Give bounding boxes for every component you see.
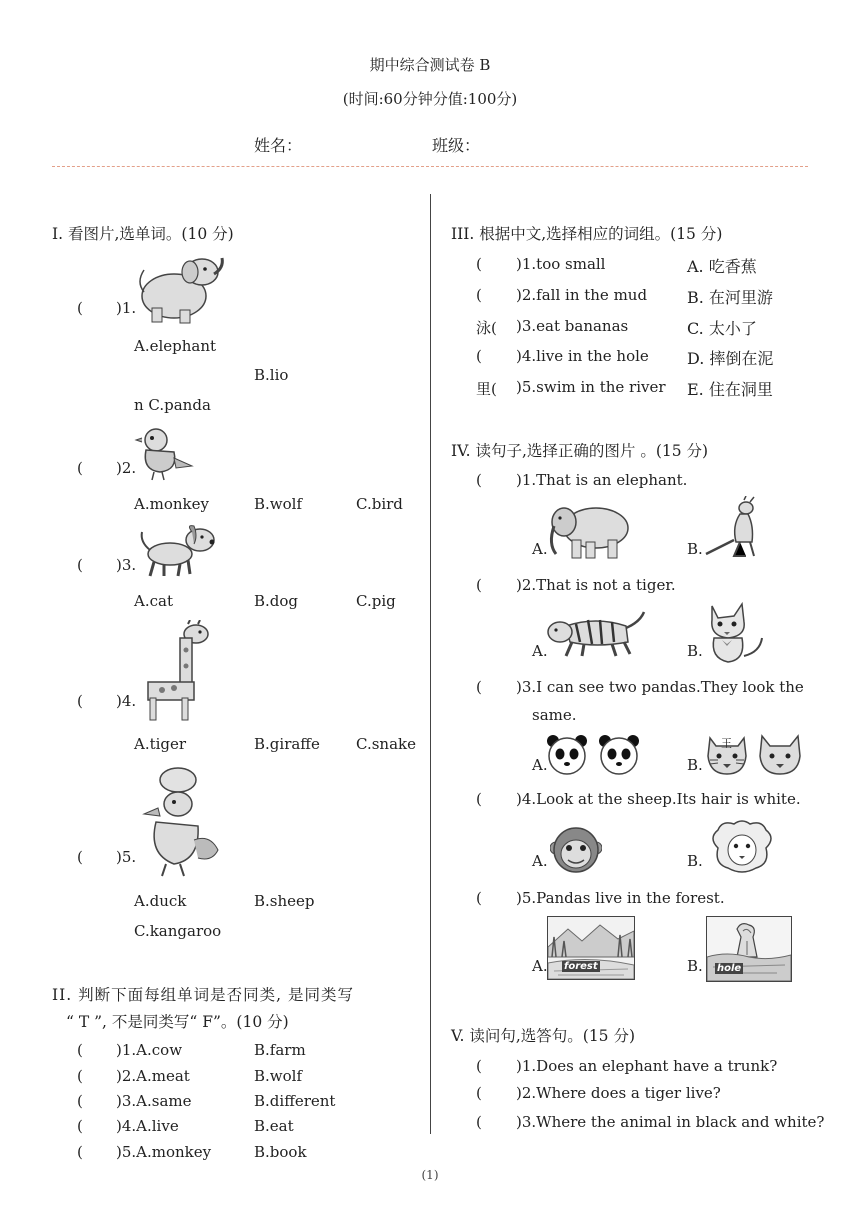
answer-paren: ( [77, 556, 83, 574]
monkey-face-icon [550, 824, 602, 876]
word-a: )3.A.same [116, 1092, 192, 1110]
section-4-heading: IV. 读句子,选择正确的图片 。(15 分) [451, 442, 709, 460]
answer-paren: ( [77, 1067, 83, 1085]
option-a: A.cat [134, 592, 173, 610]
hole-caption: hole [717, 963, 742, 974]
option-c: C.bird [356, 495, 403, 513]
answer-paren: ( [476, 1084, 482, 1102]
option-a-label: A. [532, 642, 548, 660]
tiger-icon [546, 608, 646, 660]
header-divider [52, 166, 808, 167]
answer-paren: ( [476, 1113, 482, 1131]
answer-paren: ( [476, 471, 482, 489]
answer-paren: ( [476, 347, 482, 365]
option-b-label: B. [687, 957, 703, 975]
question-number: )4. [116, 692, 137, 710]
question-number: )2. [116, 459, 137, 477]
tiger-mark: 王 [721, 737, 732, 750]
option-b: B.wolf [254, 495, 303, 513]
section-2-heading: II. 判断下面每组单词是否同类, 是同类写 [52, 986, 354, 1004]
answer-paren: 里( [476, 380, 497, 398]
answer-paren: ( [77, 459, 83, 477]
elephant-icon [546, 500, 634, 562]
option-a-label: A. [532, 852, 548, 870]
answer-paren: ( [77, 692, 83, 710]
question-number: )1. [116, 299, 137, 317]
sentence: )3.I can see two pandas.They look the [516, 678, 804, 696]
column-divider [430, 194, 431, 1134]
page-title: 期中综合测试卷 B [369, 56, 491, 74]
answer-paren: ( [476, 889, 482, 907]
page-number: (1) [421, 1168, 439, 1182]
word-b: B.farm [254, 1041, 306, 1059]
answer-paren: ( [77, 848, 83, 866]
option-a-label: A. [532, 957, 548, 975]
answer-paren: ( [77, 299, 83, 317]
cat-icon [704, 600, 766, 666]
option-c: C.pig [356, 592, 396, 610]
answer-paren: ( [77, 1092, 83, 1110]
forest-picture [547, 916, 635, 980]
kangaroo-icon [704, 496, 764, 560]
word-a: )2.A.meat [116, 1067, 190, 1085]
answer-paren: 泳( [476, 319, 497, 337]
phrase: )3.eat bananas [516, 317, 629, 335]
chinese-option: A. 吃香蕉 [687, 257, 757, 276]
answer-paren: ( [77, 1041, 83, 1059]
option-b-label: B. [687, 756, 703, 774]
cat-face-icon [758, 732, 802, 778]
page-subtitle: (时间:60分钟分值:100分) [342, 90, 518, 108]
section-3-heading: III. 根据中文,选择相应的词组。(15 分) [451, 225, 723, 243]
answer-paren: ( [476, 790, 482, 808]
option-b: B.sheep [254, 892, 315, 910]
option-a: A.tiger [134, 735, 187, 753]
option-c: n C.panda [134, 396, 211, 414]
word-b: B.eat [254, 1117, 294, 1135]
sentence: )2.That is not a tiger. [516, 576, 676, 594]
answer-paren: ( [476, 286, 482, 304]
class-label: 班级： [432, 136, 481, 155]
option-b-label: B. [687, 852, 703, 870]
sheep-face-icon [704, 818, 780, 876]
option-c: C.snake [356, 735, 416, 753]
phrase: )5.swim in the river [516, 378, 666, 396]
word-b: B.book [254, 1143, 307, 1161]
chinese-option: B. 在河里游 [687, 288, 773, 307]
answer-paren: ( [77, 1117, 83, 1135]
sentence-cont: same. [532, 706, 577, 724]
answer-paren: ( [476, 1057, 482, 1075]
option-b-label: B. [687, 540, 703, 558]
giraffe-icon [138, 620, 218, 724]
word-b: B.wolf [254, 1067, 303, 1085]
word-b: B.different [254, 1092, 336, 1110]
question-number: )5. [116, 848, 137, 866]
answer-paren: ( [476, 255, 482, 273]
sentence: )4.Look at the sheep.Its hair is white. [516, 790, 801, 808]
word-a: )5.A.monkey [116, 1143, 212, 1161]
chinese-option: D. 摔倒在泥 [687, 349, 774, 368]
question-text: )1.Does an elephant have a trunk? [516, 1057, 778, 1075]
option-c: C.kangaroo [134, 922, 222, 940]
option-a-label: A. [532, 756, 548, 774]
answer-paren: ( [77, 1143, 83, 1161]
question-number: )3. [116, 556, 137, 574]
phrase: )1.too small [516, 255, 606, 273]
option-b: B.giraffe [254, 735, 320, 753]
section-5-heading: V. 读问句,选答句。(15 分) [451, 1027, 636, 1045]
chinese-option: C. 太小了 [687, 319, 757, 338]
panda-icon [598, 734, 640, 776]
name-label: 姓名： [254, 136, 303, 155]
question-text: )2.Where does a tiger live? [516, 1084, 721, 1102]
word-a: )4.A.live [116, 1117, 179, 1135]
option-a: A.monkey [134, 495, 209, 513]
forest-caption: forest [564, 961, 598, 972]
answer-paren: ( [476, 576, 482, 594]
panda-icon [546, 734, 588, 776]
chinese-option: E. 住在洞里 [687, 380, 773, 399]
section-2-heading-cont: “ T ”, 不是同类写“ F”。(10 分) [66, 1013, 289, 1031]
dog-icon [136, 522, 220, 578]
phrase: )4.live in the hole [516, 347, 649, 365]
sentence: )1.That is an elephant. [516, 471, 688, 489]
option-b: B.dog [254, 592, 299, 610]
option-b: B.lio [254, 366, 289, 384]
bird-icon [134, 424, 196, 482]
option-b-label: B. [687, 642, 703, 660]
option-a: A.duck [134, 892, 187, 910]
hole-picture [706, 916, 792, 982]
option-a: A.elephant [134, 337, 217, 355]
answer-paren: ( [476, 678, 482, 696]
tiger-face-icon [704, 732, 750, 778]
elephant-icon [132, 252, 228, 326]
duck-icon [138, 764, 222, 880]
phrase: )2.fall in the mud [516, 286, 648, 304]
question-text: )3.Where the animal in black and white? [516, 1113, 825, 1131]
section-1-heading: I. 看图片,选单词。(10 分) [52, 225, 234, 243]
option-a-label: A. [532, 540, 548, 558]
sentence: )5.Pandas live in the forest. [516, 889, 725, 907]
word-a: )1.A.cow [116, 1041, 183, 1059]
